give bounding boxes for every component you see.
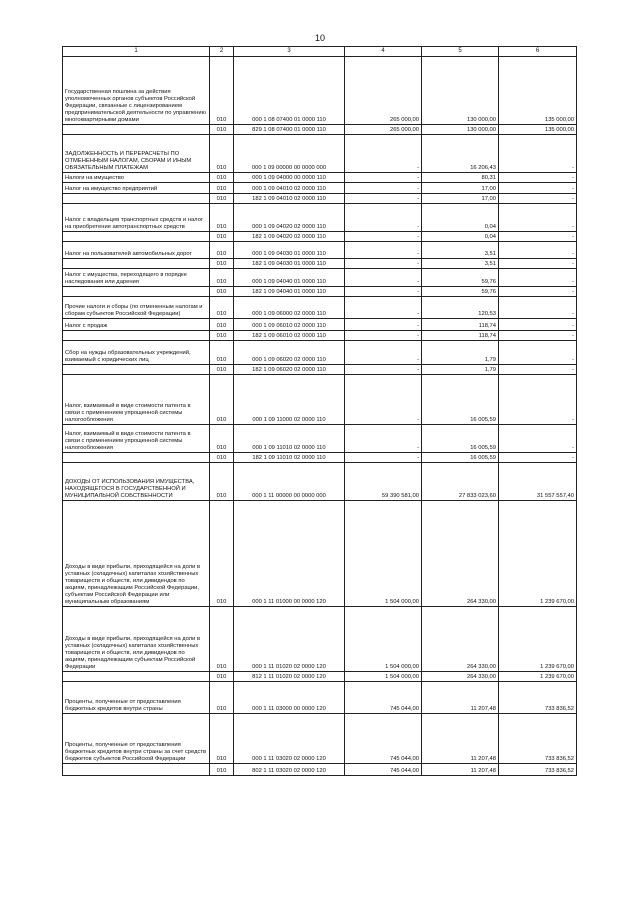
row-name-cell: Налоги на имущество [63, 173, 210, 183]
table-row [63, 764, 577, 776]
row-name-cell: Налог с продаж [63, 319, 210, 331]
approved-amount-cell: 745 044,00 [345, 714, 422, 764]
approved-amount-cell: - [345, 135, 422, 173]
line-code-cell: 010 [210, 607, 234, 672]
approved-amount-cell: - [345, 269, 422, 287]
row-name-cell [63, 232, 210, 242]
row-name-cell: Налог на имущество предприятий [63, 183, 210, 194]
unexecuted-amount-cell: - [499, 135, 577, 173]
budget-code-cell: 182 1 09 11010 02 0000 110 [234, 453, 345, 463]
approved-amount-cell: 1 504 000,00 [345, 672, 422, 682]
approved-amount-cell: - [345, 232, 422, 242]
unexecuted-amount-cell: 1 239 670,00 [499, 501, 577, 607]
approved-amount-cell: - [345, 183, 422, 194]
executed-amount-cell: 3,51 [422, 259, 499, 269]
approved-amount-cell: - [345, 319, 422, 331]
approved-amount-cell: 265 000,00 [345, 125, 422, 135]
unexecuted-amount-cell: 1 239 670,00 [499, 607, 577, 672]
unexecuted-amount-cell: - [499, 297, 577, 319]
approved-amount-cell: - [345, 365, 422, 375]
row-name-cell: ЗАДОЛЖЕННОСТЬ И ПЕРЕРАСЧЕТЫ ПО ОТМЕНЕННЫМ НАЛОГАМ, СБОРАМ И ИНЫМ ОБЯЗАТЕЛЬНЫМ ПЛАТЕЖАМ [63, 135, 210, 173]
row-name-cell [63, 453, 210, 463]
budget-code-cell: 000 1 09 04010 02 0000 110 [234, 183, 345, 194]
budget-code-cell: 000 1 09 04020 02 0000 110 [234, 204, 345, 232]
approved-amount-cell: - [345, 204, 422, 232]
unexecuted-amount-cell: - [499, 194, 577, 204]
executed-amount-cell: 17,00 [422, 183, 499, 194]
approved-amount-cell: 745 044,00 [345, 682, 422, 714]
budget-code-cell: 000 1 09 06020 02 0000 110 [234, 341, 345, 365]
table-row [63, 331, 577, 341]
executed-amount-cell: 130 000,00 [422, 125, 499, 135]
row-name-cell: Налог, взимаемый в виде стоимости патента в связи с применением упрощенной системы налогообложения [63, 375, 210, 425]
table-row [63, 194, 577, 204]
executed-amount-cell: 11 207,48 [422, 764, 499, 776]
row-name-cell [63, 125, 210, 135]
budget-code-cell: 802 1 11 03020 02 0000 120 [234, 764, 345, 776]
table-row [63, 365, 577, 375]
budget-code-cell: 182 1 09 04030 01 0000 110 [234, 259, 345, 269]
line-code-cell: 010 [210, 501, 234, 607]
approved-amount-cell: - [345, 173, 422, 183]
executed-amount-cell: 16 005,59 [422, 453, 499, 463]
line-code-cell: 010 [210, 341, 234, 365]
table-row [63, 425, 577, 453]
table-row [63, 501, 577, 607]
line-code-cell: 010 [210, 764, 234, 776]
unexecuted-amount-cell: - [499, 319, 577, 331]
table-row [63, 607, 577, 672]
executed-amount-cell: 16 005,59 [422, 375, 499, 425]
executed-amount-cell: 3,51 [422, 242, 499, 259]
budget-code-cell: 000 1 09 11010 02 0000 110 [234, 425, 345, 453]
unexecuted-amount-cell: - [499, 242, 577, 259]
approved-amount-cell: - [345, 287, 422, 297]
budget-code-cell: 182 1 09 04040 01 0000 110 [234, 287, 345, 297]
header-col-5: 5 [422, 47, 499, 57]
row-name-cell: Сбор на нужды образовательных учреждений, взимаемый с юридических лиц [63, 341, 210, 365]
budget-code-cell: 000 1 11 01000 00 0000 120 [234, 501, 345, 607]
unexecuted-amount-cell: 31 557 557,40 [499, 463, 577, 501]
approved-amount-cell: - [345, 425, 422, 453]
budget-code-cell: 000 1 11 01020 02 0000 120 [234, 607, 345, 672]
executed-amount-cell: 16 005,59 [422, 425, 499, 453]
unexecuted-amount-cell: - [499, 204, 577, 232]
budget-code-cell: 000 1 09 04040 01 0000 110 [234, 269, 345, 287]
budget-code-cell: 000 1 09 06000 02 0000 110 [234, 297, 345, 319]
line-code-cell: 010 [210, 57, 234, 125]
line-code-cell: 010 [210, 232, 234, 242]
approved-amount-cell: 59 390 581,00 [345, 463, 422, 501]
executed-amount-cell: 1,79 [422, 365, 499, 375]
budget-code-cell: 829 1 08 07400 01 0000 110 [234, 125, 345, 135]
table-row [63, 453, 577, 463]
table-row [63, 672, 577, 682]
table-row [63, 242, 577, 259]
line-code-cell: 010 [210, 297, 234, 319]
executed-amount-cell: 264 330,00 [422, 672, 499, 682]
row-name-cell: Доходы в виде прибыли, приходящейся на доли в уставных (складочных) капиталах хозяйственных товариществ и обществ, или дивидендов по акциям, принадлежащим субъектам Российской Федерации [63, 607, 210, 672]
unexecuted-amount-cell: 733 836,52 [499, 764, 577, 776]
executed-amount-cell: 1,79 [422, 341, 499, 365]
executed-amount-cell: 264 330,00 [422, 607, 499, 672]
approved-amount-cell: - [345, 194, 422, 204]
approved-amount-cell: 1 504 000,00 [345, 501, 422, 607]
row-name-cell [63, 287, 210, 297]
unexecuted-amount-cell: 135 000,00 [499, 125, 577, 135]
executed-amount-cell: 118,74 [422, 331, 499, 341]
header-col-4: 4 [345, 47, 422, 57]
line-code-cell: 010 [210, 287, 234, 297]
row-name-cell [63, 259, 210, 269]
line-code-cell: 010 [210, 425, 234, 453]
table-row [63, 135, 577, 173]
row-name-cell: Проценты, полученные от предоставления бюджетных кредитов внутри страны [63, 682, 210, 714]
table-row [63, 319, 577, 331]
line-code-cell: 010 [210, 204, 234, 232]
table-row [63, 259, 577, 269]
approved-amount-cell: - [345, 341, 422, 365]
line-code-cell: 010 [210, 682, 234, 714]
header-col-1: 1 [63, 47, 210, 57]
approved-amount-cell: - [345, 331, 422, 341]
row-name-cell: Государственная пошлина за действия уполномоченных органов субъектов Российской Федерации, связанные с лицензированием предпринимательской деятельности по управлению многоквартирными домами [63, 57, 210, 125]
executed-amount-cell: 59,76 [422, 269, 499, 287]
row-name-cell: Налог с владельцев транспортных средств и налог на приобретение автотранспортных средств [63, 204, 210, 232]
executed-amount-cell: 59,76 [422, 287, 499, 297]
unexecuted-amount-cell: - [499, 453, 577, 463]
unexecuted-amount-cell: - [499, 232, 577, 242]
executed-amount-cell: 11 207,48 [422, 714, 499, 764]
unexecuted-amount-cell: - [499, 331, 577, 341]
unexecuted-amount-cell: - [499, 173, 577, 183]
unexecuted-amount-cell: 1 239 670,00 [499, 672, 577, 682]
line-code-cell: 010 [210, 269, 234, 287]
approved-amount-cell: 745 044,00 [345, 764, 422, 776]
line-code-cell: 010 [210, 135, 234, 173]
executed-amount-cell: 27 833 023,60 [422, 463, 499, 501]
executed-amount-cell: 16 206,43 [422, 135, 499, 173]
budget-code-cell: 000 1 09 00000 00 0000 000 [234, 135, 345, 173]
budget-code-cell: 000 1 11 00000 00 0000 000 [234, 463, 345, 501]
unexecuted-amount-cell: - [499, 425, 577, 453]
executed-amount-cell: 130 000,00 [422, 57, 499, 125]
executed-amount-cell: 11 207,48 [422, 682, 499, 714]
approved-amount-cell: - [345, 297, 422, 319]
table-row [63, 714, 577, 764]
table-row [63, 269, 577, 287]
budget-code-cell: 812 1 11 01020 02 0000 120 [234, 672, 345, 682]
executed-amount-cell: 118,74 [422, 319, 499, 331]
line-code-cell: 010 [210, 242, 234, 259]
budget-code-cell: 182 1 09 06010 02 0000 110 [234, 331, 345, 341]
budget-code-cell: 182 1 09 06020 02 0000 110 [234, 365, 345, 375]
unexecuted-amount-cell: - [499, 259, 577, 269]
table-row [63, 287, 577, 297]
unexecuted-amount-cell: - [499, 183, 577, 194]
table-header-row [63, 47, 577, 57]
executed-amount-cell: 264 330,00 [422, 501, 499, 607]
unexecuted-amount-cell: - [499, 375, 577, 425]
revenue-table [62, 46, 577, 776]
budget-code-cell: 000 1 09 06010 02 0000 110 [234, 319, 345, 331]
unexecuted-amount-cell: 733 836,52 [499, 714, 577, 764]
header-col-2: 2 [210, 47, 234, 57]
table-row [63, 297, 577, 319]
unexecuted-amount-cell: - [499, 341, 577, 365]
line-code-cell: 010 [210, 365, 234, 375]
row-name-cell [63, 331, 210, 341]
row-name-cell [63, 194, 210, 204]
table-row [63, 183, 577, 194]
header-col-3: 3 [234, 47, 345, 57]
budget-code-cell: 000 1 09 11000 02 0000 110 [234, 375, 345, 425]
executed-amount-cell: 80,31 [422, 173, 499, 183]
executed-amount-cell: 0,04 [422, 232, 499, 242]
executed-amount-cell: 0,04 [422, 204, 499, 232]
table-row [63, 173, 577, 183]
row-name-cell: Налог с имущества, переходящего в порядке наследования или дарения [63, 269, 210, 287]
budget-code-cell: 000 1 11 03000 00 0000 120 [234, 682, 345, 714]
unexecuted-amount-cell: - [499, 365, 577, 375]
budget-code-cell: 000 1 11 03020 02 0000 120 [234, 714, 345, 764]
budget-code-cell: 182 1 09 04010 02 0000 110 [234, 194, 345, 204]
row-name-cell: Налог, взимаемый в виде стоимости патента в связи с применением упрощенной системы налогообложения [63, 425, 210, 453]
row-name-cell: Доходы в виде прибыли, приходящейся на доли в уставных (складочных) капиталах хозяйственных товариществ и обществ, или дивидендов по акциям, принадлежащим Российской Федерации, субъектам Российской Федерации или муниципальным образованиям [63, 501, 210, 607]
line-code-cell: 010 [210, 125, 234, 135]
unexecuted-amount-cell: - [499, 287, 577, 297]
table-row [63, 463, 577, 501]
row-name-cell: ДОХОДЫ ОТ ИСПОЛЬЗОВАНИЯ ИМУЩЕСТВА, НАХОДЯЩЕГОСЯ В ГОСУДАРСТВЕННОЙ И МУНИЦИПАЛЬНОЙ СОБСТВЕННОСТИ [63, 463, 210, 501]
approved-amount-cell: 265 000,00 [345, 57, 422, 125]
table-row [63, 57, 577, 125]
table-row [63, 341, 577, 365]
page-number: 10 [314, 33, 325, 43]
line-code-cell: 010 [210, 319, 234, 331]
budget-code-cell: 000 1 09 04000 00 0000 110 [234, 173, 345, 183]
budget-code-cell: 000 1 08 07400 01 0000 110 [234, 57, 345, 125]
table-row [63, 204, 577, 232]
line-code-cell: 010 [210, 453, 234, 463]
line-code-cell: 010 [210, 173, 234, 183]
row-name-cell [63, 764, 210, 776]
executed-amount-cell: 120,53 [422, 297, 499, 319]
approved-amount-cell: - [345, 453, 422, 463]
approved-amount-cell: 1 504 000,00 [345, 607, 422, 672]
header-col-6: 6 [499, 47, 577, 57]
line-code-cell: 010 [210, 672, 234, 682]
unexecuted-amount-cell: 135 000,00 [499, 57, 577, 125]
approved-amount-cell: - [345, 375, 422, 425]
row-name-cell [63, 365, 210, 375]
table-row [63, 375, 577, 425]
budget-code-cell: 000 1 09 04030 01 0000 110 [234, 242, 345, 259]
row-name-cell: Налог на пользователей автомобильных дорог [63, 242, 210, 259]
approved-amount-cell: - [345, 259, 422, 269]
approved-amount-cell: - [345, 242, 422, 259]
table-row [63, 125, 577, 135]
table-row [63, 232, 577, 242]
row-name-cell [63, 672, 210, 682]
line-code-cell: 010 [210, 194, 234, 204]
budget-code-cell: 182 1 09 04020 02 0000 110 [234, 232, 345, 242]
row-name-cell: Проценты, полученные от предоставления бюджетных кредитов внутри страны за счет средств бюджетов субъектов Российской Федерации [63, 714, 210, 764]
line-code-cell: 010 [210, 463, 234, 501]
line-code-cell: 010 [210, 714, 234, 764]
table-row [63, 682, 577, 714]
unexecuted-amount-cell: - [499, 269, 577, 287]
row-name-cell: Прочие налоги и сборы (по отмененным налогам и сборам субъектов Российской Федерации) [63, 297, 210, 319]
line-code-cell: 010 [210, 259, 234, 269]
line-code-cell: 010 [210, 331, 234, 341]
line-code-cell: 010 [210, 183, 234, 194]
executed-amount-cell: 17,00 [422, 194, 499, 204]
line-code-cell: 010 [210, 375, 234, 425]
unexecuted-amount-cell: 733 836,52 [499, 682, 577, 714]
